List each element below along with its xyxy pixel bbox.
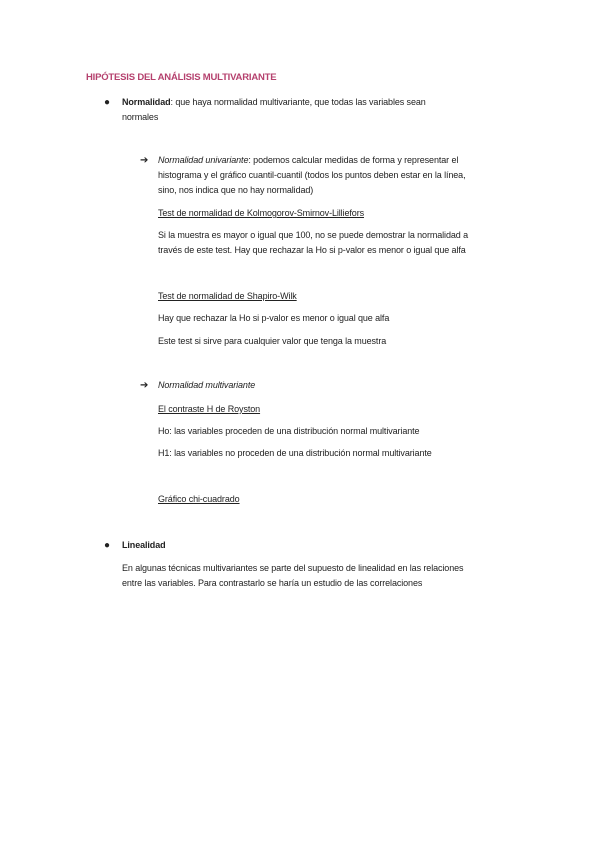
univariante-line1 bbox=[158, 153, 458, 169]
linealidad-line2: entre las variables. Para contrastarlo se haría un estudio de las correlaciones bbox=[122, 578, 423, 588]
sw-test-heading: Test de normalidad de Shapiro-Wilk bbox=[158, 291, 297, 301]
chi-square-heading: Gráfico chi-cuadrado bbox=[158, 494, 240, 504]
bullet-icon: ● bbox=[104, 540, 111, 551]
arrow-icon: ➔ bbox=[140, 380, 149, 391]
multivariante-label: Normalidad multivariante bbox=[158, 380, 256, 390]
ks-test-heading: Test de normalidad de Kolmogorov-Smirnov-Lilliefors bbox=[158, 208, 364, 218]
univariante-label: Normalidad univariante bbox=[158, 155, 249, 165]
univariante-text: : podemos calcular medidas de forma y representar el bbox=[248, 155, 459, 165]
linealidad-line1: En algunas técnicas multivariantes se parte del supuesto de linealidad en las relaciones bbox=[122, 563, 464, 573]
linealidad-label: Linealidad bbox=[122, 540, 166, 550]
ks-test-line2: través de este test. Hay que rechazar la Ho si p-valor es menor o igual que alfa bbox=[158, 245, 466, 255]
ks-test-line1: Si la muestra es mayor o igual que 100, no se puede demostrar la normalidad a bbox=[158, 230, 468, 240]
h0-line: Ho: las variables proceden de una distribución normal multivariante bbox=[158, 426, 420, 436]
page-title: HIPÓTESIS DEL ANÁLISIS MULTIVARIANTE bbox=[86, 72, 277, 83]
univariante-line2: histograma y el gráfico cuantil-cuantil (todos los puntos deben estar en la línea, bbox=[158, 170, 466, 180]
univariante-line3: sino, nos indica que no hay normalidad) bbox=[158, 185, 314, 195]
sw-test-line1: Hay que rechazar la Ho si p-valor es menor o igual que alfa bbox=[158, 313, 390, 323]
normalidad-line1 bbox=[122, 95, 426, 111]
royston-heading: El contraste H de Royston bbox=[158, 404, 261, 414]
bullet-icon: ● bbox=[104, 97, 111, 108]
sw-test-line2: Este test si sirve para cualquier valor que tenga la muestra bbox=[158, 336, 387, 346]
arrow-icon: ➔ bbox=[140, 155, 149, 166]
normalidad-label: Normalidad bbox=[122, 97, 171, 107]
normalidad-text: : que haya normalidad multivariante, que todas las variables sean bbox=[170, 97, 426, 107]
h1-line: H1: las variables no proceden de una distribución normal multivariante bbox=[158, 448, 432, 458]
normalidad-line2: normales bbox=[122, 112, 159, 122]
